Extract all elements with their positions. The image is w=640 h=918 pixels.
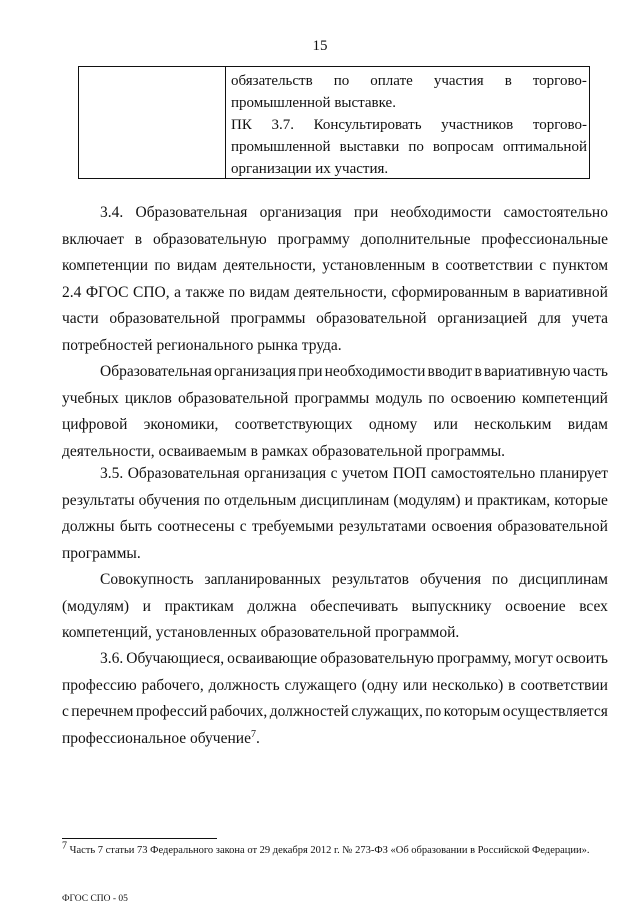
word: практикам	[164, 597, 234, 615]
word: Образовательная	[135, 204, 248, 221]
word: результатами	[338, 518, 427, 535]
word: организация	[244, 465, 327, 482]
text-line	[62, 567, 608, 594]
word: и	[142, 597, 151, 615]
text-line	[62, 673, 608, 700]
word: соответствующих	[234, 416, 353, 433]
word: практикам,	[476, 491, 551, 509]
word: при	[298, 363, 323, 380]
word: запланированных	[204, 571, 322, 588]
paragraph-3-4	[62, 200, 608, 359]
word: обучения	[138, 491, 200, 509]
footnote	[62, 840, 590, 856]
word: по	[203, 491, 220, 509]
word: участников	[441, 117, 514, 133]
word: (модулям)	[62, 597, 130, 615]
word: рабочих,	[209, 703, 268, 720]
word: включает	[62, 230, 124, 248]
word: должны	[62, 518, 115, 535]
paragraph-total-results	[62, 567, 608, 647]
word: в	[504, 73, 512, 89]
word: ПК	[231, 117, 252, 133]
word: вариативную	[483, 363, 571, 380]
word: отдельным	[224, 491, 297, 509]
word: для	[538, 310, 561, 327]
word: 2.4	[62, 283, 82, 301]
word: дисциплинам	[519, 571, 608, 588]
word: по	[428, 389, 445, 407]
text-line	[62, 333, 608, 360]
text-line	[62, 594, 608, 621]
word: (модулям)	[393, 491, 461, 509]
word: необходимости	[324, 363, 426, 380]
word: компетенций	[521, 389, 608, 407]
word: освоить	[555, 650, 608, 667]
word: организация	[213, 363, 297, 380]
word: образовательной	[177, 389, 289, 407]
text-line	[62, 488, 608, 515]
word: осуществляется	[502, 703, 608, 720]
text-line	[62, 386, 608, 413]
word: учетом	[342, 465, 389, 482]
word: по	[408, 139, 424, 155]
word: Образовательная	[127, 465, 240, 482]
word: а	[174, 283, 182, 301]
word: в	[512, 283, 521, 301]
word: учета	[571, 310, 608, 327]
text-line	[231, 92, 587, 114]
word: образовательную	[320, 650, 434, 667]
paragraph-3-6	[62, 646, 608, 752]
word: оптимальной	[502, 139, 587, 155]
word: промышленной	[231, 139, 331, 155]
word: часть	[572, 363, 608, 380]
word: Совокупность	[100, 571, 194, 588]
word: установленным	[322, 257, 426, 274]
text-line	[231, 114, 587, 136]
text-line	[62, 541, 608, 568]
page-number: 15	[312, 38, 328, 54]
word: организация	[259, 204, 342, 221]
word: профессий	[135, 703, 208, 720]
word: вопросам	[432, 139, 494, 155]
text-line: профессиональное обучение$^7$.	[62, 728, 260, 747]
word: компетенции	[62, 257, 149, 274]
word: Обучающиеся,	[126, 650, 225, 667]
footnote-text: Часть 7 статьи 73 Федерального закона от 29 декабря 2012 г. № 273-ФЗ «Об образовании в Российской Федерации».	[67, 845, 590, 856]
paragraph-3-5	[62, 461, 608, 567]
word: по	[425, 703, 442, 720]
word: с	[239, 518, 247, 535]
word: торгово-	[532, 73, 587, 89]
word: профессиональные	[481, 230, 608, 248]
word: образовательной	[497, 518, 608, 535]
text-line	[62, 253, 608, 280]
word: программу	[277, 230, 350, 248]
word: результатов	[331, 571, 409, 588]
word: профессию	[62, 676, 137, 694]
text-line	[62, 227, 608, 254]
word: рабочего,	[141, 676, 204, 694]
word: участия	[433, 73, 484, 89]
text-line	[62, 620, 608, 647]
word: дисциплинам	[300, 491, 390, 509]
word: 3.7.	[271, 117, 294, 133]
table-right-cell	[231, 70, 587, 180]
word: всех	[579, 597, 608, 615]
word: 3.5.	[100, 465, 124, 482]
word: осваивающие	[227, 650, 318, 667]
word: организацией	[437, 310, 528, 327]
word: учебных	[62, 389, 119, 407]
word: дополнительные	[360, 230, 471, 248]
word: 3.4.	[100, 204, 124, 221]
word: деятельности,	[223, 257, 316, 274]
word: соответствии	[445, 257, 533, 274]
word: 3.6.	[100, 650, 124, 667]
word: результаты	[62, 491, 135, 509]
word: образовательной	[109, 310, 220, 327]
word: деятельности,	[294, 283, 387, 301]
word: которым	[443, 703, 501, 720]
text-line	[62, 200, 608, 227]
word: должна	[247, 597, 297, 615]
word: с	[539, 257, 547, 274]
word: требуемыми	[251, 518, 334, 535]
word: образовательной	[316, 310, 427, 327]
word: СПО,	[133, 283, 170, 301]
text-line	[62, 412, 608, 439]
line-text: деятельности, осваиваемым в рамках образовательной программы.	[62, 442, 505, 460]
word: сформированным	[391, 283, 509, 301]
word: обязательств	[231, 73, 313, 89]
text-line	[62, 306, 608, 333]
word: перечнем	[71, 703, 134, 720]
word: освоения	[431, 518, 493, 535]
word: выставки	[339, 139, 400, 155]
footnote-separator	[62, 838, 217, 839]
word: ФГОС	[85, 283, 129, 301]
word: по	[154, 257, 171, 274]
line-text: компетенций, установленных образовательной программой.	[62, 624, 460, 641]
word: освоению	[450, 389, 516, 407]
line-text: программы.	[62, 544, 141, 562]
word: самостоятельно	[503, 204, 608, 221]
word: которые	[554, 491, 608, 509]
word: освоение	[505, 597, 566, 615]
word: вводит	[427, 363, 473, 380]
word: торгово-	[532, 117, 587, 133]
word: несколько)	[432, 676, 504, 694]
word: необходимости	[390, 204, 492, 221]
competency-table-fragment	[78, 66, 590, 179]
line-text: организации их участия.	[231, 161, 389, 177]
word: Образовательная	[100, 363, 212, 380]
word: с	[62, 703, 69, 720]
word: могут	[514, 650, 553, 667]
word: должностей	[269, 703, 349, 720]
text-line	[62, 461, 608, 488]
word: нескольким	[474, 416, 552, 433]
text-line	[231, 70, 587, 92]
word: одному	[368, 416, 418, 433]
word: в	[474, 363, 482, 380]
table-left-cell	[79, 67, 226, 178]
word: выпускнику	[411, 597, 492, 615]
word: модуль	[375, 389, 423, 407]
word: соотнесены	[157, 518, 235, 535]
word: служащих,	[351, 703, 423, 720]
word: по	[228, 283, 245, 301]
word: части	[62, 310, 99, 327]
paragraph-digital-economy	[62, 359, 608, 465]
word: оплате	[370, 73, 413, 89]
word: цифровой	[62, 416, 128, 433]
word: также	[185, 283, 225, 301]
word: с	[330, 465, 338, 482]
word: или	[402, 676, 428, 694]
word: в	[508, 676, 516, 694]
document-footer: ФГОС СПО - 05	[62, 894, 128, 904]
word: планирует	[539, 465, 608, 482]
word: по	[333, 73, 350, 89]
word: программы	[294, 389, 370, 407]
word: образовательную	[152, 230, 267, 248]
word: самостоятельно	[430, 465, 536, 482]
text-line	[62, 359, 608, 386]
text-line	[62, 646, 608, 673]
word: ПОП	[392, 465, 427, 482]
word: видам	[176, 257, 217, 274]
text-line	[62, 514, 608, 541]
word: (одну	[361, 676, 399, 694]
text-line	[231, 136, 587, 158]
word: программы	[230, 310, 306, 327]
line-text: промышленной выставке.	[231, 95, 396, 111]
word: в	[134, 230, 143, 248]
word: при	[353, 204, 379, 221]
word: Консультировать	[313, 117, 422, 133]
word: пунктом	[552, 257, 608, 274]
word: в	[431, 257, 439, 274]
text-line	[231, 158, 587, 180]
word: обучения	[419, 571, 482, 588]
word: служащего	[284, 676, 357, 694]
word: или	[433, 416, 458, 433]
word: обеспечивать	[310, 597, 399, 615]
word: и	[464, 491, 473, 509]
line-text: потребностей регионального рынка труда.	[62, 336, 342, 354]
line-text: профессиональное обучение	[62, 729, 251, 747]
word: экономики,	[143, 416, 219, 433]
word: видам	[249, 283, 290, 301]
footnote-marker: 7	[62, 840, 67, 852]
text-line	[62, 699, 608, 726]
word: циклов	[124, 389, 172, 407]
word: программу,	[436, 650, 512, 667]
word: видам	[567, 416, 608, 433]
word: должность	[208, 676, 280, 694]
word: вариативной	[524, 283, 608, 301]
word: по	[492, 571, 509, 588]
text-line	[62, 280, 608, 307]
footnote-reference: 7	[250, 728, 256, 740]
word: быть	[119, 518, 153, 535]
word: соответствии	[520, 676, 608, 694]
